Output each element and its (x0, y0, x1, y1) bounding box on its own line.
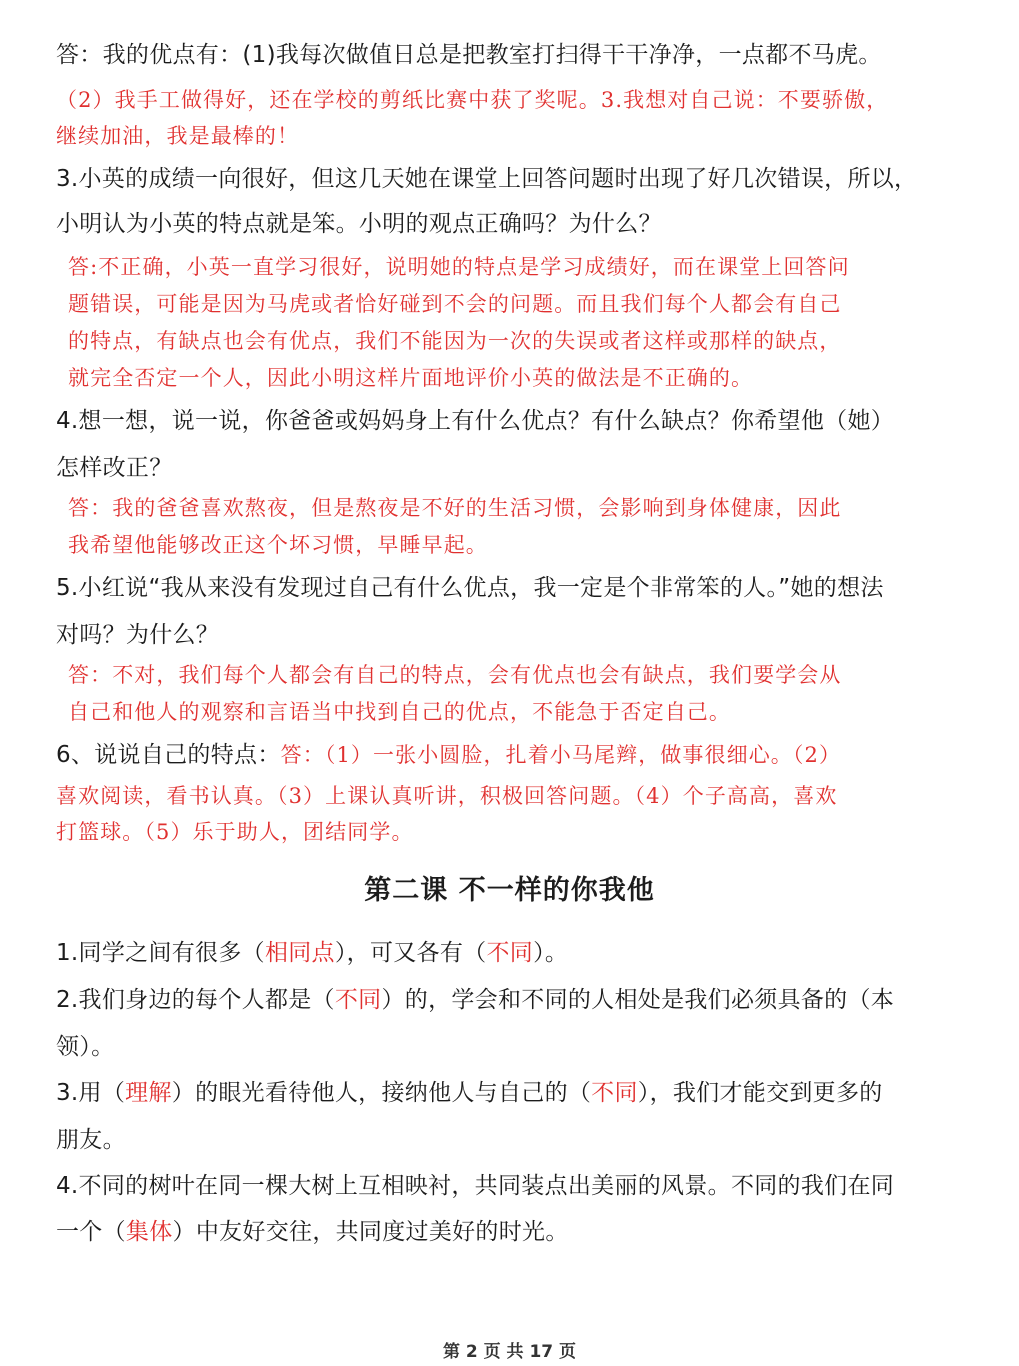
q5-answer-line-1: 答：不对，我们每个人都会有自己的特点，会有优点也会有缺点，我们要学会从 (68, 663, 842, 687)
lesson2-item-3-line-1 (56, 1074, 966, 1107)
q6-line-1 (56, 736, 966, 769)
item2-blank-answer: 不同 (334, 987, 382, 1013)
q6-question-prefix: 6、说说自己的特点： (56, 742, 281, 768)
item1-text-a: 1.同学之间有很多（ (56, 940, 265, 966)
page-number-footer: 第 2 页 共 17 页 (442, 1342, 577, 1362)
item1-blank-answer-1: 相同点 (264, 940, 335, 966)
item2-text-a: 2.我们身边的每个人都是（ (56, 987, 335, 1013)
q3-answer-line-3: 的特点，有缺点也会有优点，我们不能因为一次的失误或者这样或那样的缺点， (68, 329, 842, 353)
q3-answer-line-2: 题错误，可能是因为马虎或者恰好碰到不会的问题。而且我们每个人都会有自己 (68, 292, 842, 316)
q2-answer-line-2: （2）我手工做得好，还在学校的剪纸比赛中获了奖呢。3.我想对自己说：不要骄傲， (56, 88, 889, 112)
q2-answer-line-1: 答：我的优点有：(1)我每次做值日总是把教室打扫得干干净净，一点都不马虎。 (56, 42, 882, 68)
q3-question-line-1: 3.小英的成绩一向很好，但这几天她在课堂上回答问题时出现了好几次错误，所以， (56, 166, 918, 192)
q2-answer-line-3: 继续加油，我是最棒的！ (56, 124, 300, 148)
lesson2-item-3-line-2: 朋友。 (56, 1127, 126, 1153)
q4-answer-line-2: 我希望他能够改正这个坏习惯，早睡早起。 (68, 533, 488, 557)
lesson2-item-2-line-1 (56, 981, 966, 1014)
item1-text-e: ）。 (533, 940, 569, 966)
q3-answer-line-1: 答:不正确，小英一直学习很好，说明她的特点是学习成绩好，而在课堂上回答问 (68, 255, 850, 279)
q6-answer-start: 答：（1）一张小圆脸，扎着小马尾辫，做事很细心。（2） (280, 743, 842, 767)
item3-text-e: ），我们才能交到更多的 (637, 1080, 883, 1106)
lesson2-item-4-line-1: 4.不同的树叶在同一棵大树上互相映衬，共同装点出美丽的风景。不同的我们在同 (56, 1173, 895, 1199)
q6-answer-line-2: 喜欢阅读，看书认真。（3）上课认真听讲，积极回答问题。（4）个子高高，喜欢 (56, 784, 838, 808)
q4-question-line-1: 4.想一想，说一说，你爸爸或妈妈身上有什么优点？有什么缺点？你希望他（她） (56, 408, 895, 434)
lesson2-item-1 (56, 934, 966, 967)
q6-answer-line-3: 打篮球。（5）乐于助人，团结同学。 (56, 820, 414, 844)
item3-text-c: ）的眼光看待他人，接纳他人与自己的（ (171, 1080, 592, 1106)
item3-blank-answer-2: 不同 (591, 1080, 638, 1106)
lesson2-item-2-line-2: 领）。 (56, 1034, 115, 1060)
item4-blank-answer: 集体 (125, 1219, 173, 1245)
item1-blank-answer-2: 不同 (486, 940, 534, 966)
q3-answer-line-4: 就完全否定一个人，因此小明这样片面地评价小英的做法是不正确的。 (68, 366, 754, 390)
lesson-title: 第二课 不一样的你我他 (364, 875, 655, 906)
q5-answer-line-2: 自己和他人的观察和言语当中找到自己的优点，不能急于否定自己。 (68, 700, 731, 724)
lesson2-item-4-line-2 (56, 1213, 966, 1246)
item1-text-c: ），可又各有（ (334, 940, 487, 966)
q3-question-line-2: 小明认为小英的特点就是笨。小明的观点正确吗？为什么？ (56, 211, 662, 237)
q4-question-line-2: 怎样改正？ (56, 455, 173, 481)
item3-text-a: 3.用（ (56, 1080, 126, 1106)
item4-text-a: 一个（ (56, 1219, 126, 1245)
q5-question-line-1: 5.小红说“我从来没有发现过自己有什么优点，我一定是个非常笨的人。”她的想法 (56, 575, 884, 601)
item3-blank-answer-1: 理解 (125, 1080, 172, 1106)
q5-question-line-2: 对吗？为什么？ (56, 622, 220, 648)
q4-answer-line-1: 答：我的爸爸喜欢熬夜，但是熬夜是不好的生活习惯，会影响到身体健康，因此 (68, 496, 842, 520)
item2-text-c: ）的，学会和不同的人相处是我们必须具备的（本 (381, 987, 895, 1013)
item4-text-c: ）中友好交往，共同度过美好的时光。 (172, 1219, 569, 1245)
